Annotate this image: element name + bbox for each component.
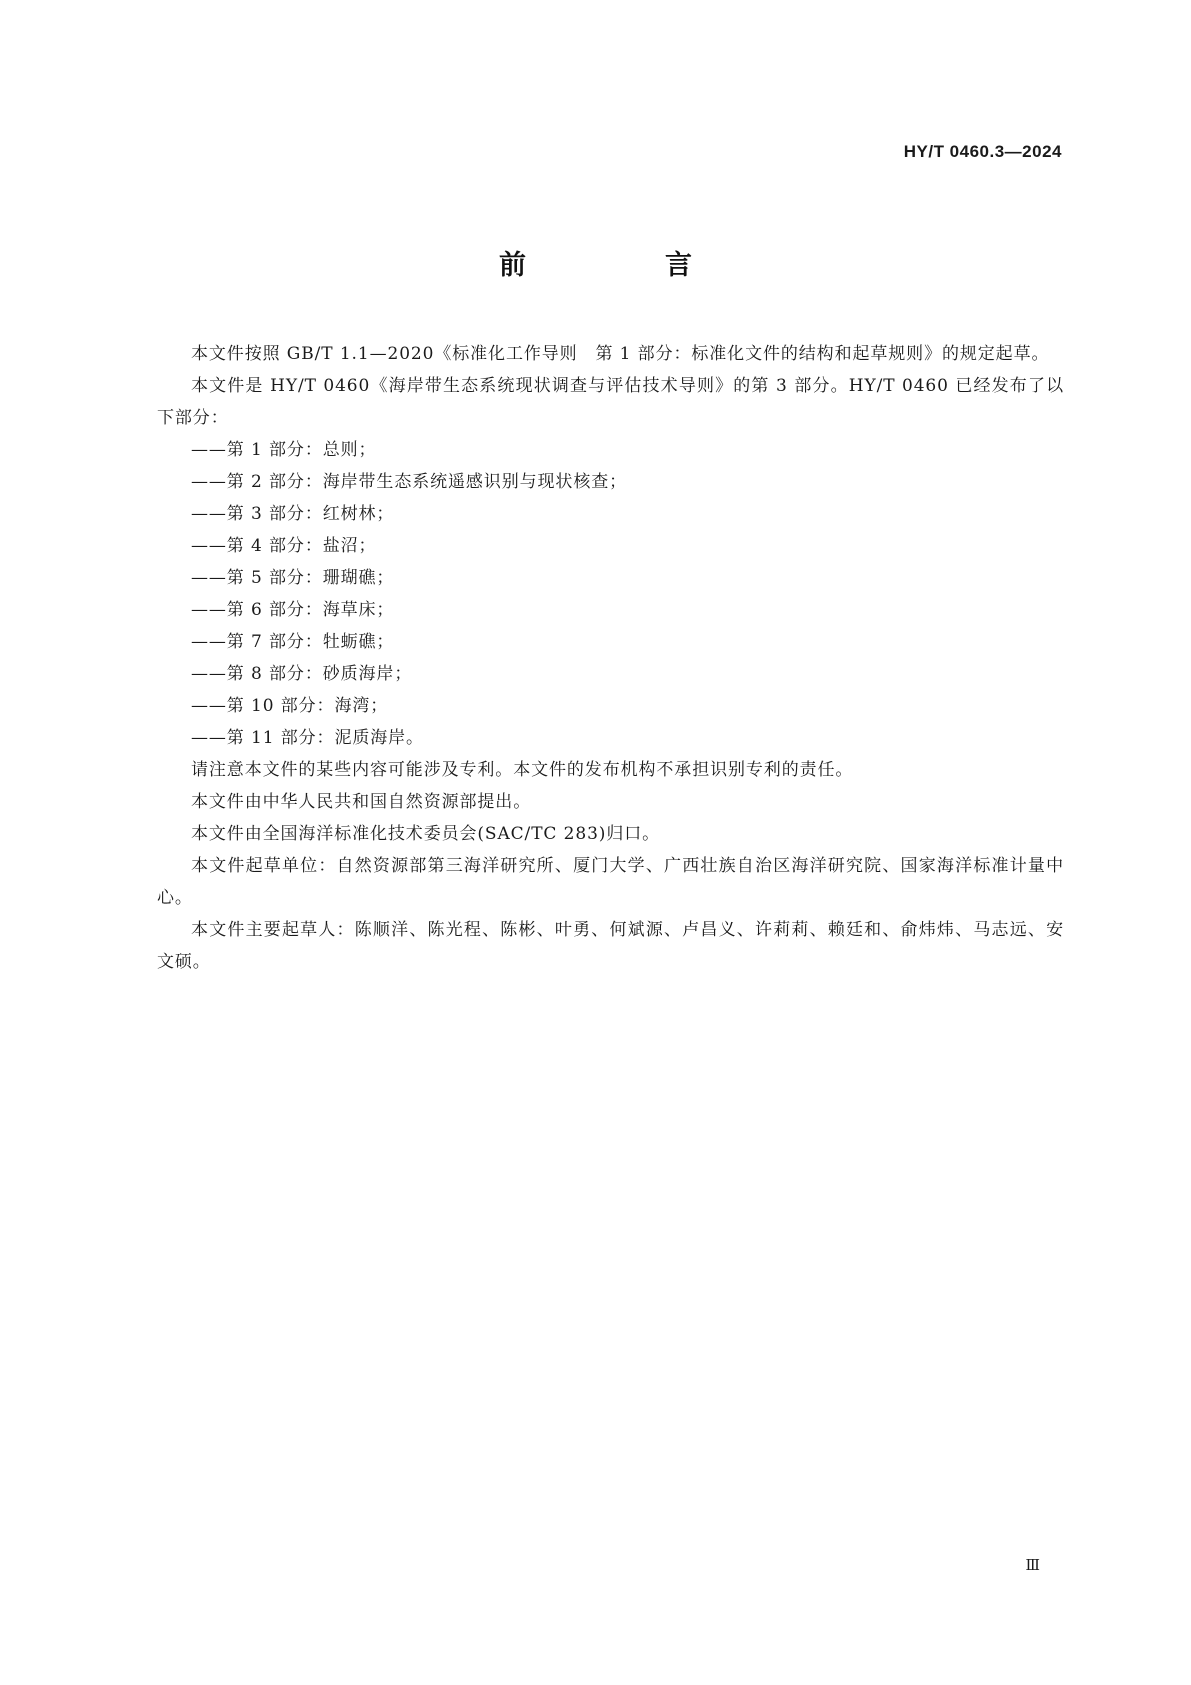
list-item: ——第 8 部分：砂质海岸； xyxy=(191,664,413,684)
list-item: ——第 3 部分：红树林； xyxy=(191,504,395,524)
paragraph-technical-committee: 本文件由全国海洋标准化技术委员会(SAC/TC 283)归口。 xyxy=(191,824,661,844)
published-parts-list xyxy=(157,434,1064,754)
paragraph-drafting-basis: 本文件按照 GB/T 1.1—2020《标准化工作导则 第 1 部分：标准化文件的结构和起草规则》的规定起草。 xyxy=(191,344,1050,364)
paragraph-drafters: 本文件主要起草人：陈顺洋、陈光程、陈彬、叶勇、何斌源、卢昌义、许莉莉、赖廷和、俞炜炜、马志远、安文硕。 xyxy=(157,920,1064,972)
list-item: ——第 4 部分：盐沼； xyxy=(191,536,377,556)
list-item: ——第 5 部分：珊瑚礁； xyxy=(191,568,395,588)
list-item: ——第 7 部分：牡蛎礁； xyxy=(191,632,395,652)
paragraph-proposer: 本文件由中华人民共和国自然资源部提出。 xyxy=(191,792,532,812)
paragraph-patent-notice: 请注意本文件的某些内容可能涉及专利。本文件的发布机构不承担识别专利的责任。 xyxy=(191,760,854,780)
page-number: Ⅲ xyxy=(1025,1556,1040,1574)
list-item: ——第 6 部分：海草床； xyxy=(191,600,395,620)
page-title: 前 言 xyxy=(499,250,748,281)
foreword-body xyxy=(157,338,1064,978)
paragraph-series-intro: 本文件是 HY/T 0460《海岸带生态系统现状调查与评估技术导则》的第 3 部分。HY/T 0460 已经发布了以下部分： xyxy=(157,376,1064,428)
paragraph-drafting-organizations: 本文件起草单位：自然资源部第三海洋研究所、厦门大学、广西壮族自治区海洋研究院、国家海洋标准计量中心。 xyxy=(157,856,1064,908)
list-item: ——第 11 部分：泥质海岸。 xyxy=(191,728,424,748)
document-code: HY/T 0460.3—2024 xyxy=(903,142,1062,161)
list-item: ——第 10 部分：海湾； xyxy=(191,696,389,716)
list-item: ——第 1 部分：总则； xyxy=(191,440,377,460)
list-item: ——第 2 部分：海岸带生态系统遥感识别与现状核查； xyxy=(191,472,628,492)
